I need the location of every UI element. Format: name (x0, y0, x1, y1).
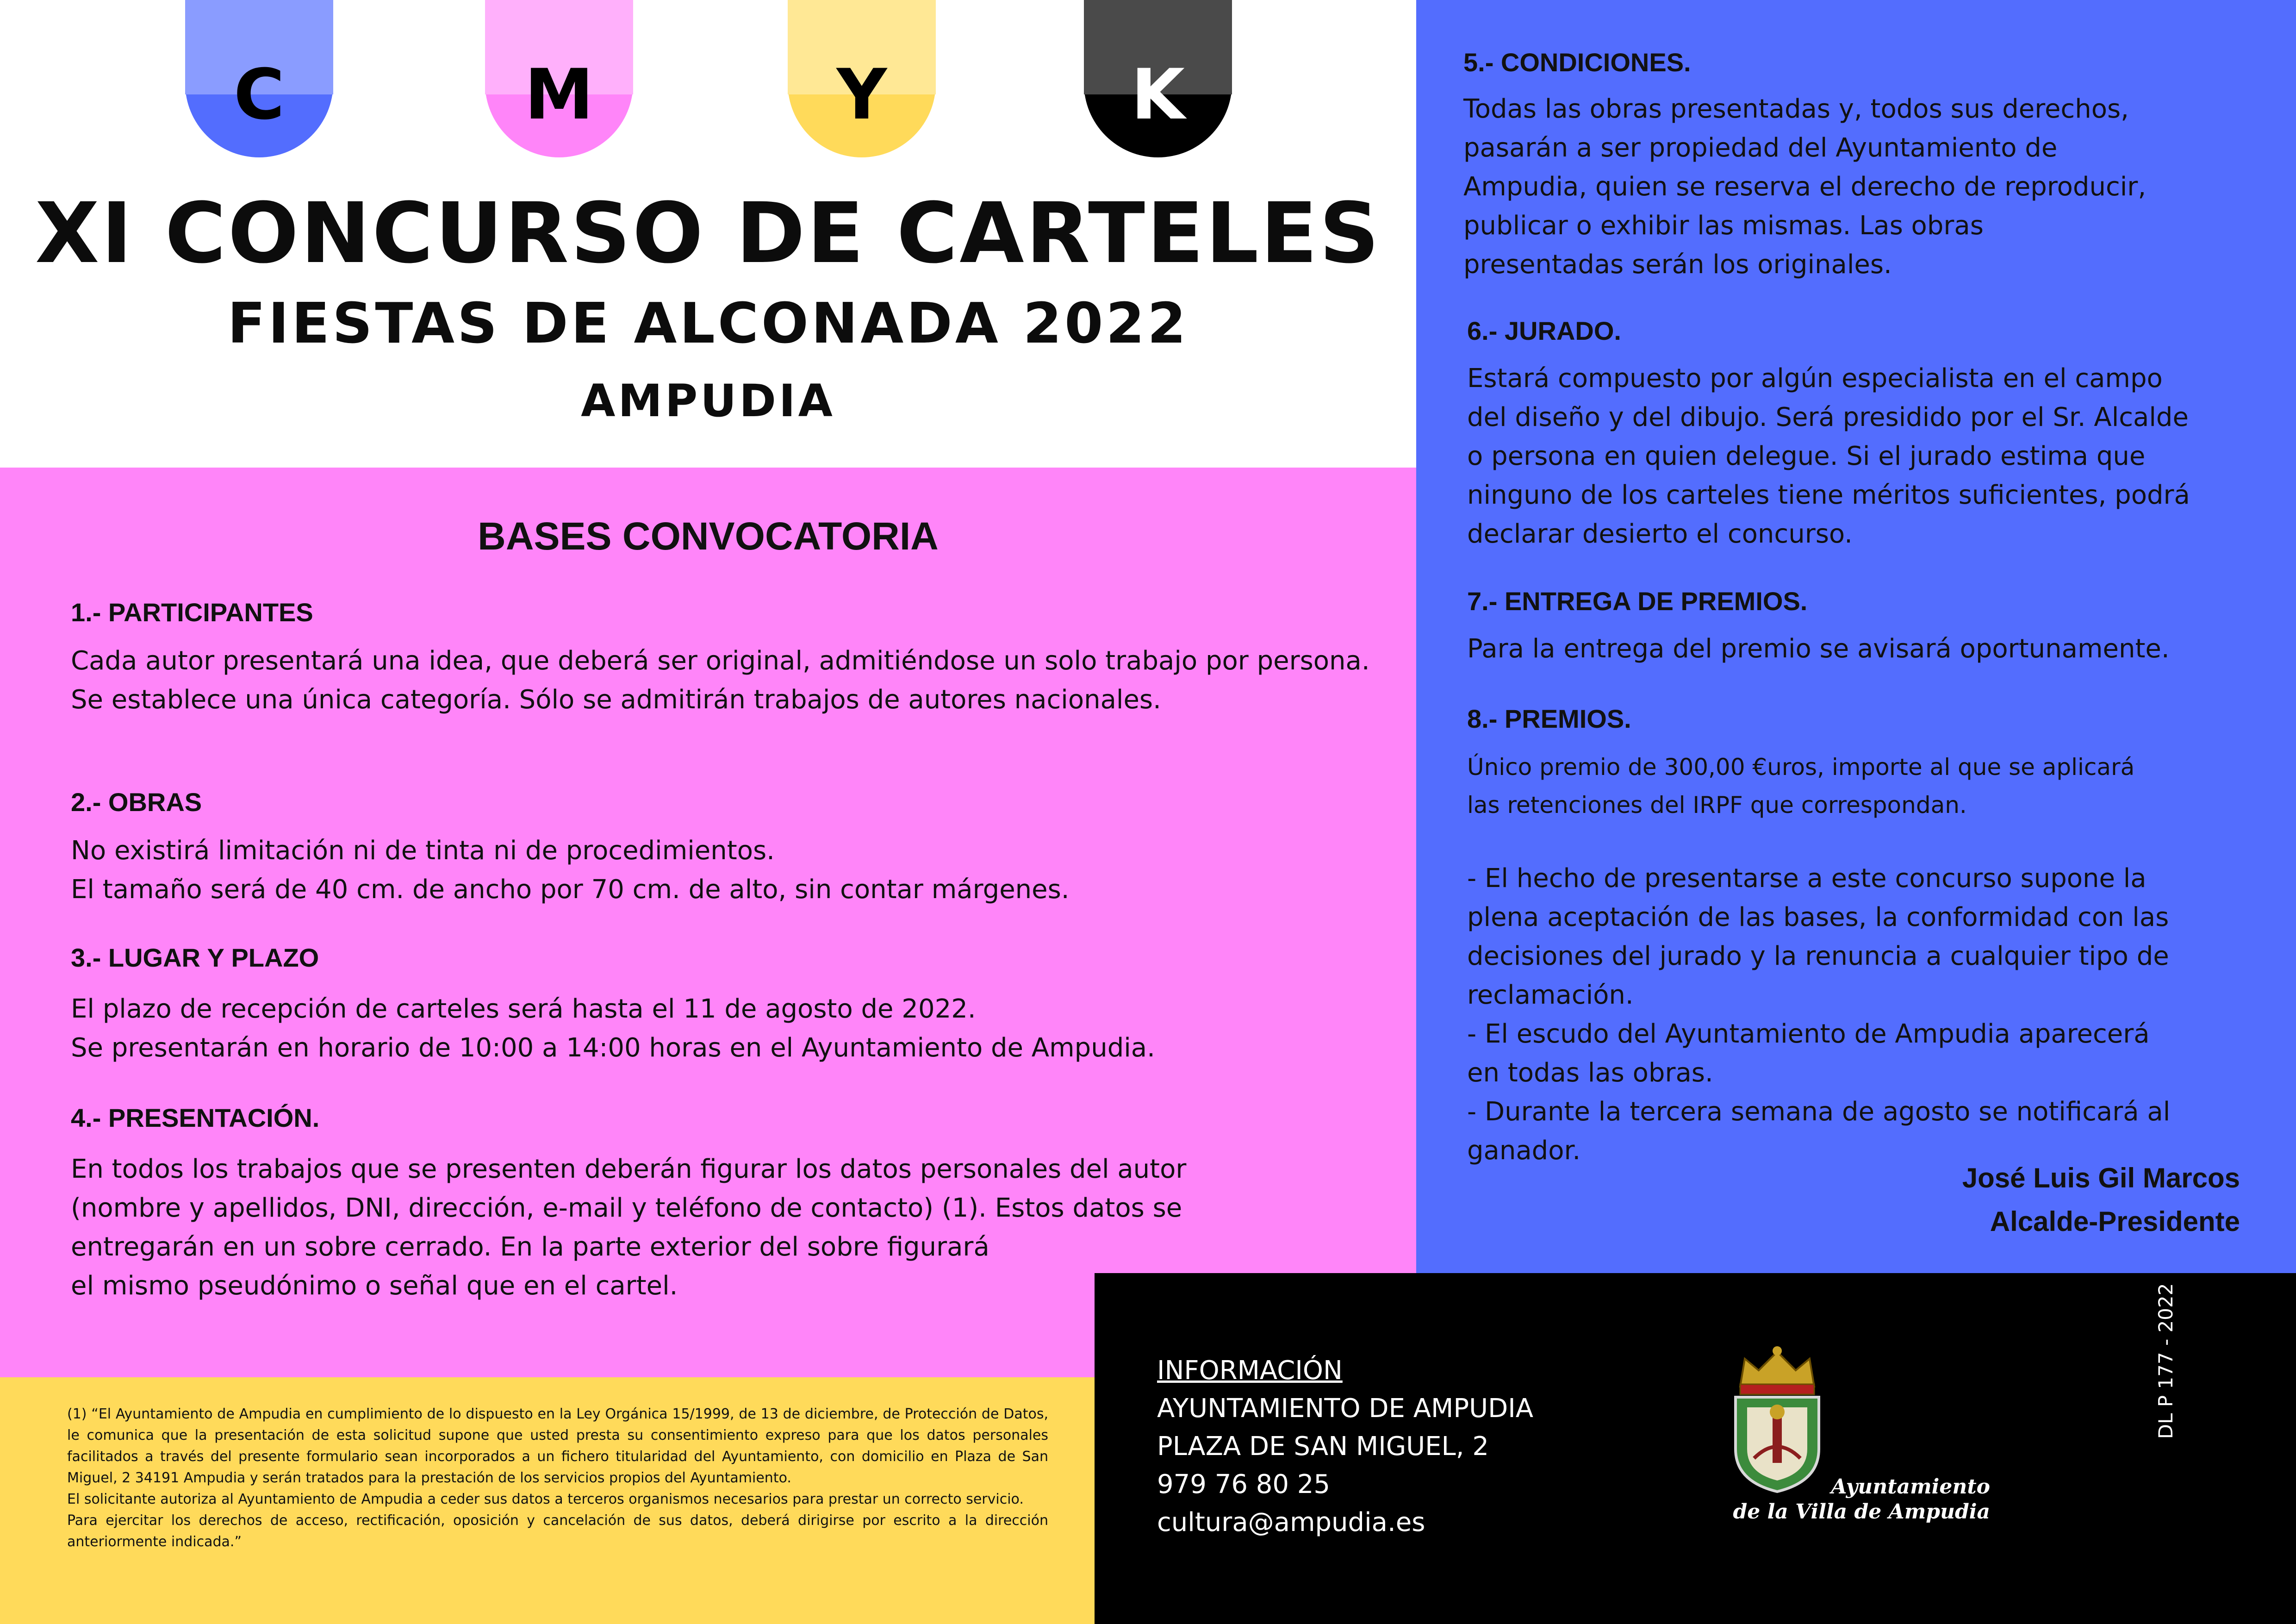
info-address: PLAZA DE SAN MIGUEL, 2 (1157, 1431, 1489, 1462)
section-body-presentacion: En todos los trabajos que se presenten deberán figurar los datos personales del autor (nombre y apellidos, DNI, dirección, e-mail y teléfono de contacto) (1). Estos datos se entregarán en un sobre cerrado. En la parte exterior del sobre figurará el mismo pseudónimo o señal que en el cartel. (71, 1154, 1187, 1301)
cmyk-k-badge (1084, 0, 1232, 157)
signer-name: José Luis Gil Marcos (1962, 1162, 2240, 1193)
section-body-condiciones: Todas las obras presentadas y, todos sus derechos, pasarán a ser propiedad del Ayuntamiento de Ampudia, quien se reserva el derecho de reproducir, publicar o exhibir las mismas. Las obras presentadas serán los originales. (1463, 94, 2147, 280)
section-title-lugar-plazo: 3.- LUGAR Y PLAZO (71, 943, 319, 972)
section-body-jurado: Estará compuesto por algún especialista en el campo del diseño y del dibujo. Será presidido por el Sr. Alcalde o persona en quien delegue. Si el jurado estima que ninguno de los carteles tiene méritos suficientes, podrá declarar desierto el concurso. (1467, 363, 2190, 549)
signer-role: Alcalde-Presidente (1990, 1206, 2240, 1237)
poster-title: XI CONCURSO DE CARTELES (35, 185, 1381, 282)
badge-letter: M (524, 55, 594, 135)
additional-notes: - El hecho de presentarse a este concurso supone la plena aceptación de las bases, la conformidad con las decisiones del jurado y la renuncia a cualquier tipo de reclamación. - El escudo del Ayuntamiento de Ampudia aparecerá en todas las obras. - Durante la tercera semana de agosto se notificará al ganador. (1467, 863, 2171, 1166)
section-title-condiciones: 5.- CONDICIONES. (1463, 48, 1691, 77)
section-title-jurado: 6.- JURADO. (1467, 316, 1621, 345)
info-email[interactable]: cultura@ampudia.es (1157, 1507, 1425, 1537)
section-body-entrega: Para la entrega del premio se avisará oportunamente. (1467, 634, 2170, 664)
info-organization: AYUNTAMIENTO DE AMPUDIA (1157, 1393, 1534, 1424)
section-title-participantes: 1.- PARTICIPANTES (71, 598, 313, 627)
cmyk-c-badge (185, 0, 333, 157)
bases-heading: BASES CONVOCATORIA (478, 514, 939, 558)
info-phone[interactable]: 979 76 80 25 (1157, 1469, 1331, 1499)
crest-caption-line1: Ayuntamiento (1831, 1475, 1990, 1499)
badge-letter: K (1131, 55, 1185, 135)
crest-caption-line2: de la Villa de Ampudia (1733, 1500, 1990, 1524)
section-title-premios: 8.- PREMIOS. (1467, 704, 1631, 733)
badge-letter: Y (836, 55, 887, 135)
section-body-lugar-plazo: El plazo de recepción de carteles será hasta el 11 de agosto de 2022. Se presentarán en horario de 10:00 a 14:00 horas en el Ayuntamiento de Ampudia. (71, 994, 1155, 1063)
poster-place: AMPUDIA (581, 375, 835, 427)
section-title-entrega: 7.- ENTREGA DE PREMIOS. (1467, 587, 1808, 616)
coat-of-arms-icon (1726, 1343, 1828, 1495)
cmyk-m-badge (485, 0, 633, 157)
section-title-presentacion: 4.- PRESENTACIÓN. (71, 1103, 320, 1132)
section-title-obras: 2.- OBRAS (71, 787, 202, 817)
poster-subtitle: FIESTAS DE ALCONADA 2022 (227, 292, 1189, 356)
legal-deposit: DL P 177 - 2022 (2154, 1283, 2177, 1439)
section-body-participantes: Cada autor presentará una idea, que deberá ser original, admitiéndose un solo trabajo por persona. Se establece una única categoría. Sólo se admitirán trabajos de autores nacionales. (71, 646, 1370, 715)
badge-letter: C (233, 55, 285, 135)
privacy-footnote: (1) “El Ayuntamiento de Ampudia en cumplimiento de lo dispuesto en la Ley Orgánica 15/1999, de 13 de diciembre, de Protección de Datos, le comunica que la presentación de esta solicitud supone que usted presta su consentimiento expreso para que los datos personales facilitados a través del presente formulario sean incorporados a un fichero titularidad del Ayuntamiento, con domicilio en Plaza de San Miguel, 2 34191 Ampudia y serán tratados para la prestación de los servicios propios del Ayuntamiento. El solicitante autoriza al Ayuntamiento de Ampudia a ceder sus datos a terceros organismos necesarios para prestar un correcto servicio. Para ejercitar los derechos de acceso, rectificación, oposición y cancelación de sus datos, deberá dirigirse por escrito a la dirección anteriormente indicada.” (67, 1406, 1048, 1550)
section-body-premios: Único premio de 300,00 €uros, importe al que se aplicará las retenciones del IRPF que correspondan. (1467, 754, 2135, 818)
info-heading: INFORMACIÓN (1157, 1355, 1343, 1386)
section-body-obras: No existirá limitación ni de tinta ni de procedimientos. El tamaño será de 40 cm. de ancho por 70 cm. de alto, sin contar márgenes. (71, 836, 1070, 905)
cmyk-y-badge (788, 0, 936, 157)
